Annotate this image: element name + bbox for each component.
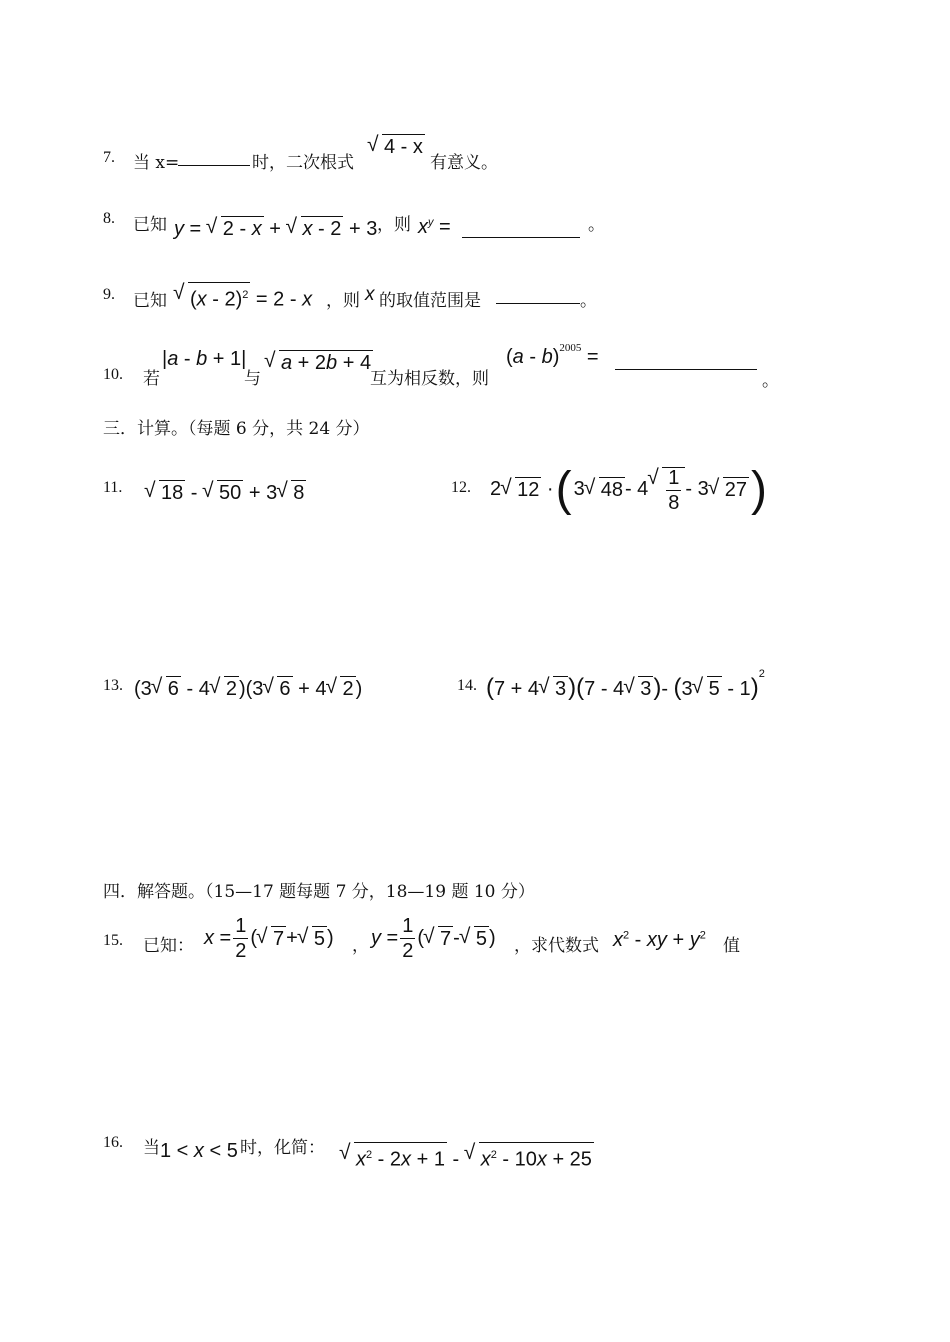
question-text: 。 bbox=[588, 215, 605, 235]
question-text: ，求代数式 bbox=[514, 936, 599, 956]
math-expression: $x^y$ = bbox=[418, 216, 451, 238]
question-number: 13. bbox=[103, 677, 123, 694]
answer-blank bbox=[615, 352, 757, 370]
math-expression: y = $\frac{1}{2}$ ( √ 7 - √ 5 ) bbox=[371, 916, 496, 961]
question-text: 当 x= bbox=[133, 153, 180, 173]
math-expression: √ $x^2 - 2x + 1$ - √ $x^2 - 10x + 25$ bbox=[340, 1142, 594, 1172]
math-expression: 2 √ 12 · ( 3 √ 48 - 4 √ $\frac{1}{8}$ - 3 √ 27 ) bbox=[490, 462, 767, 517]
question-text: 时，二次根式 bbox=[252, 153, 354, 173]
question-number: 11. bbox=[103, 479, 123, 496]
question-text: 。 bbox=[580, 291, 597, 311]
math-expression: √ (x - 2)$^2$ = 2 - x bbox=[174, 282, 312, 312]
question-text: ，则 bbox=[377, 215, 411, 235]
question-text: 与 bbox=[244, 369, 261, 389]
math-expression: √ a + 2b + 4 bbox=[265, 350, 373, 375]
answer-blank bbox=[178, 148, 250, 166]
question-number: 16. bbox=[103, 1134, 123, 1151]
question-number: 9. bbox=[103, 286, 115, 303]
question-number: 14. bbox=[457, 677, 477, 694]
question-text: ， bbox=[352, 936, 369, 956]
question-text: ，则 bbox=[326, 291, 360, 311]
math-expression: (7 + 4√ 3)(7 - 4√ 3)- (3√ 5 - 1)$^2$ bbox=[486, 674, 765, 702]
section-heading: 四．解答题。（15—17 题每题 7 分，18—19 题 10 分） bbox=[103, 882, 535, 902]
math-expression: √ 4 - x bbox=[368, 134, 425, 159]
answer-blank bbox=[462, 220, 580, 238]
math-expression: $x^2$ - xy + $y^2$ bbox=[613, 929, 706, 951]
math-expression: x = $\frac{1}{2}$ ( √ 7 + √ 5 ) bbox=[204, 916, 334, 961]
question-number: 10. bbox=[103, 366, 123, 383]
math-expression: y = √ 2 - x + √ x - 2 + 3 bbox=[174, 216, 377, 241]
question-text: 若 bbox=[143, 369, 160, 389]
question-text: 。 bbox=[762, 371, 779, 391]
question-text: 有意义。 bbox=[430, 153, 498, 173]
question-number: 7. bbox=[103, 149, 115, 166]
answer-blank bbox=[496, 286, 580, 304]
math-expression: (3√ 6 - 4√ 2 )(3√ 6 + 4√ 2 ) bbox=[134, 676, 362, 701]
question-text: 的取值范围是 bbox=[379, 291, 481, 311]
question-text: 当 bbox=[143, 1138, 160, 1158]
variable: x bbox=[365, 284, 375, 305]
question-number: 8. bbox=[103, 210, 115, 227]
question-text: 已知 bbox=[133, 291, 167, 311]
section-heading: 三．计算。（每题 6 分，共 24 分） bbox=[103, 419, 370, 439]
question-text: 时，化简： bbox=[240, 1138, 325, 1158]
question-text: 值 bbox=[723, 936, 740, 956]
question-text: 已知： bbox=[143, 936, 194, 956]
question-text: 互为相反数，则 bbox=[370, 369, 489, 389]
question-number: 12. bbox=[451, 479, 471, 496]
math-expression: |a - b + 1| bbox=[162, 348, 247, 370]
question-text: 已知 bbox=[133, 215, 167, 235]
math-expression: 1 < x < 5 bbox=[160, 1140, 238, 1162]
math-expression: (a - b)$^{2005}$ = bbox=[506, 342, 599, 368]
math-expression: √ 18 - √ 50 + 3√ 8 bbox=[145, 480, 306, 505]
question-number: 15. bbox=[103, 932, 123, 949]
